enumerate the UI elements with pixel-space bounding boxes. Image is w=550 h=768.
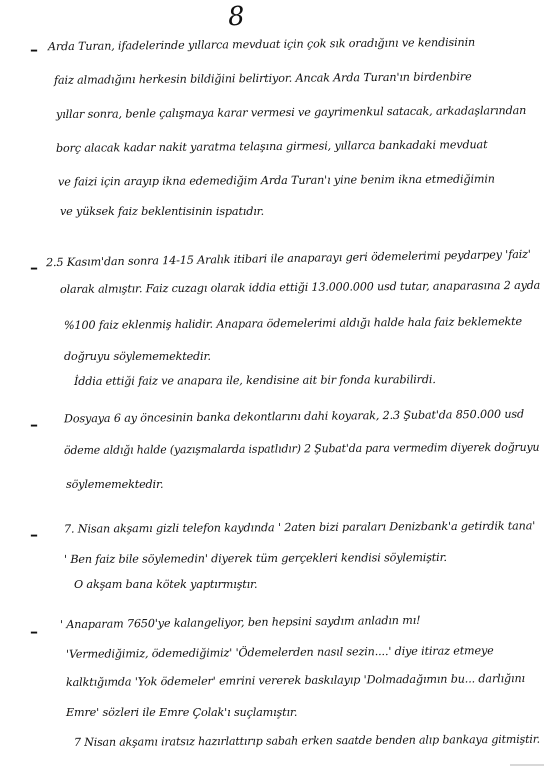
text-line: İddia ettiği faiz ve anapara ile, kendisine ait bir fonda kurabilirdi. bbox=[73, 373, 436, 388]
bullet-dash: – bbox=[30, 525, 38, 544]
text-line: doğruyu söylememektedir. bbox=[64, 350, 211, 363]
text-line: kalktığımda 'Yok ödemeler' emrini vererek baskılayıp 'Dolmadağımın bu... darlığını bbox=[65, 671, 525, 690]
text-line: %100 faiz eklenmiş halidir. Anapara ödemelerimi aldığı halde hala faiz beklemekte bbox=[63, 315, 523, 332]
text-line: olarak almıştır. Faiz cuzagı olarak iddia ettiği 13.000.000 usd tutar, anaparasına 2 ayda bbox=[59, 278, 541, 296]
text-line: yıllar sonra, benle çalışmaya karar vermesi ve gayrimenkul satacak, arkadaşlarından bbox=[55, 103, 527, 122]
bullet-dash: – bbox=[30, 415, 38, 434]
text-line: 2.5 Kasım'dan sonra 14-15 Aralık itibari ile anaparayı geri ödemelerimi peydarpey 'faiz' bbox=[45, 247, 531, 270]
text-line: 7. Nisan akşamı gizli telefon kaydında ' 2aten bizi paraları Denizbank'a getirdik tana' bbox=[63, 519, 536, 536]
text-line: 7 Nisan akşamı iratsız hazırlattırıp sabah erken saatde benden alıp bankaya gitmiştir. bbox=[73, 732, 540, 749]
text-line: 'Vermediğimiz, ödemediğimiz' 'Ödemelerden nasıl sezin....' diye itiraz etmeye bbox=[65, 644, 494, 661]
page-number: 8 bbox=[226, 1, 246, 33]
scan-edge-mark bbox=[510, 764, 544, 766]
text-line: borç alacak kadar nakit yaratma telaşına girmesi, yıllarca bankadaki mevduat bbox=[55, 138, 488, 155]
text-line: ödeme aldığı halde (yazışmalarda ispatlıdır) 2 Şubat'da para vermedim diyerek doğruyu bbox=[63, 440, 540, 457]
text-line: Dosyaya 6 ay öncesinin banka dekontlarını dahi koyarak, 2.3 Şubat'da 850.000 usd bbox=[63, 407, 525, 426]
bullet-dash: – bbox=[30, 258, 38, 277]
text-line: ' Anaparam 7650'ye kalangeliyor, ben hepsini saydım anladın mı! bbox=[59, 613, 421, 632]
text-line: O akşam bana kötek yaptırmıştır. bbox=[74, 578, 258, 591]
bullet-dash: – bbox=[30, 622, 38, 641]
text-line: ve yüksek faiz beklentisinin ispatıdır. bbox=[60, 205, 265, 218]
text-line: Emre' sözleri ile Emre Çolak'ı suçlamıştır. bbox=[66, 706, 298, 719]
bullet-dash: – bbox=[30, 40, 38, 59]
text-line: söylememektedir. bbox=[66, 478, 164, 491]
text-line: ' Ben faiz bile söylemedin' diyerek tüm gerçekleri kendisi söylemiştir. bbox=[63, 550, 447, 567]
text-line: Arda Turan, ifadelerinde yıllarca mevduat için çok sık oradığını ve kendisinin bbox=[47, 35, 476, 54]
text-line: faiz almadığını herkesin bildiğini belirtiyor. Ancak Arda Turan'ın birdenbire bbox=[53, 70, 472, 87]
text-line: ve faizi için arayıp ikna edemediğim Arda Turan'ı yine benim ikna etmediğimin bbox=[57, 172, 495, 189]
